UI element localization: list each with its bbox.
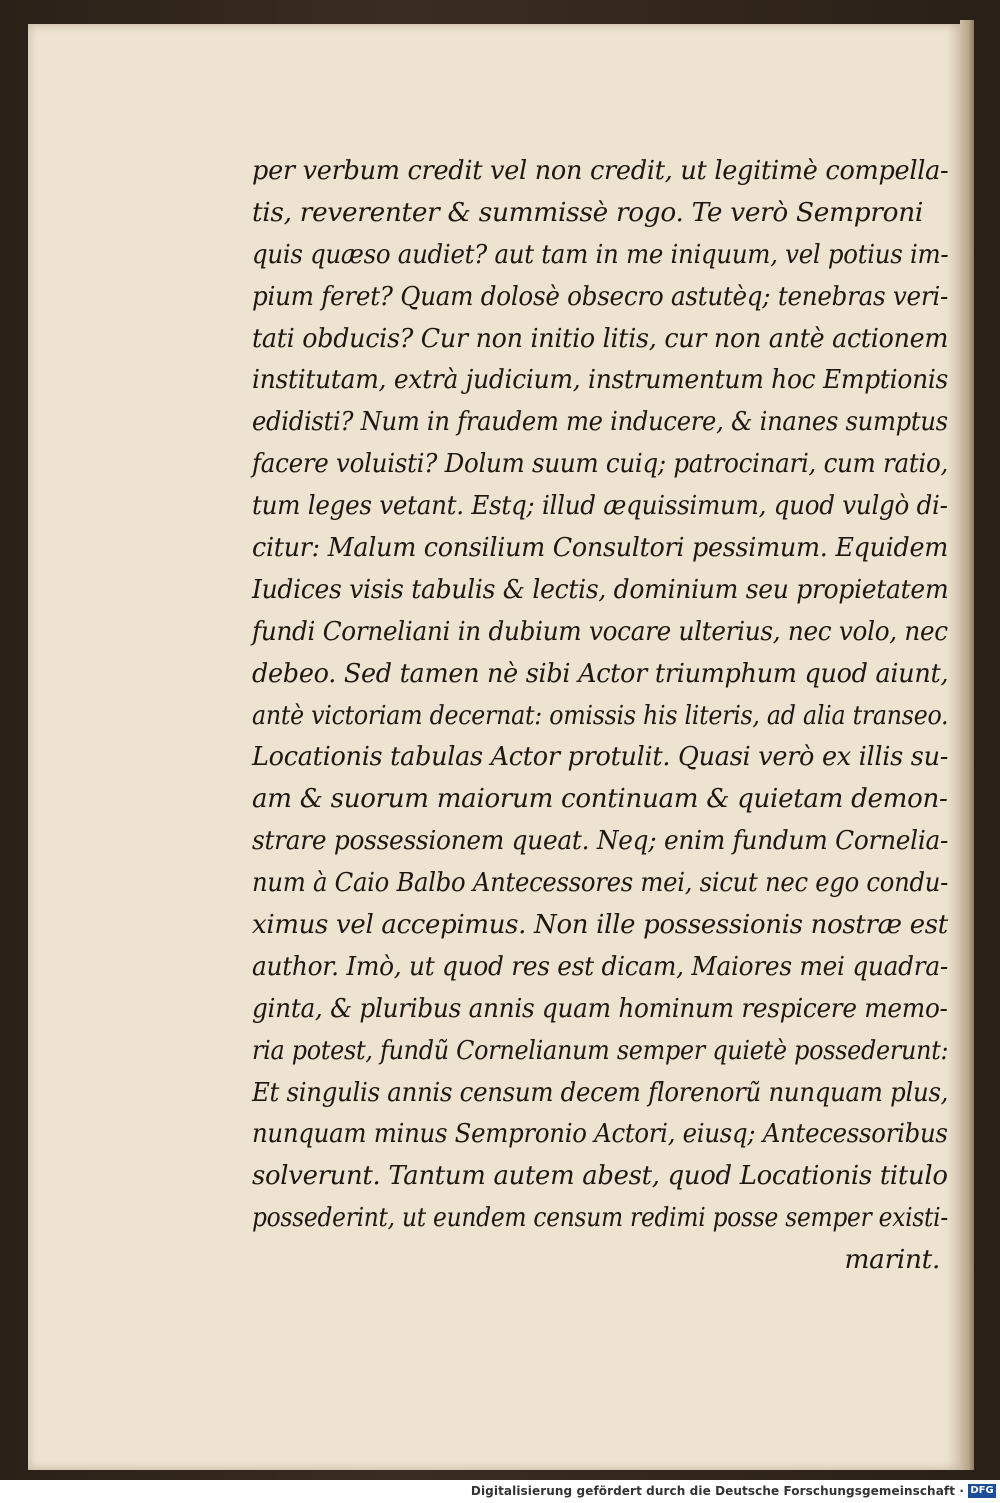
text-line: ria potest, fundũ Cornelianum semper quietè possederunt: [252, 1034, 949, 1066]
text-line: ginta, & pluribus annis quam hominum respicere memo- [252, 992, 948, 1024]
text-line: ximus vel accepimus. Non ille possessionis nostræ est [252, 909, 948, 941]
text-line: pium feret? Quam dolosè obsecro astutèq; tenebras veri- [252, 280, 948, 312]
digitization-footer [0, 1480, 1000, 1503]
page-edge [960, 20, 974, 1470]
text-line: citur: Malum consilium Consultori pessimum. Equidem [252, 532, 949, 564]
dfg-logo-icon: DFG [968, 1484, 996, 1498]
text-line: debeo. Sed tamen nè sibi Actor triumphum quod aiunt, [252, 657, 949, 689]
text-line: fundi Corneliani in dubium vocare ulterius, nec volo, nec [252, 615, 948, 647]
text-line: per verbum credit vel non credit, ut legitimè compella- [252, 155, 949, 186]
text-line: tum leges vetant. Estq; illud æquissimum, quod vulgò di- [252, 490, 948, 522]
funding-credit: Digitalisierung gefördert durch die Deutsche Forschungsgemeinschaft · [470, 1484, 964, 1498]
text-line: nunquam minus Sempronio Actori, eiusq; Antecessoribus [252, 1118, 948, 1150]
page-text-block [252, 150, 952, 1281]
text-line: quis quæso audiet? aut tam in me iniquum, vel potius im- [252, 238, 949, 270]
text-line: author. Imò, ut quod res est dicam, Maiores mei quadra- [252, 950, 948, 982]
text-line: solverunt. Tantum autem abest, quod Locationis titulo [252, 1160, 948, 1192]
text-line: Et singulis annis censum decem florenorũ nunquam plus, [252, 1076, 949, 1108]
text-line: Locationis tabulas Actor protulit. Quasi verò ex illis su- [252, 741, 949, 773]
text-line: antè victoriam decernat: omissis his literis, ad alia transeo. [252, 699, 949, 731]
text-line: possederint, ut eundem censum redimi posse semper existi- [252, 1202, 948, 1234]
text-line: tis, reverenter & summissè rogo. Te verò Semproni [252, 196, 924, 228]
text-line: facere voluisti? Dolum suum cuiq; patrocinari, cum ratio, [252, 448, 949, 480]
text-line: num à Caio Balbo Antecessores mei, sicut nec ego condu- [252, 867, 949, 899]
catchword-line: marint. [844, 1244, 941, 1276]
text-line: institutam, extrà judicium, instrumentum hoc Emptionis [252, 364, 949, 396]
text-line: am & suorum maiorum continuam & quietam demon- [252, 783, 948, 815]
text-line: tati obducis? Cur non initio litis, cur non antè actionem [252, 322, 949, 354]
text-line: strare possessionem queat. Neq; enim fundum Cornelia- [252, 825, 949, 857]
text-line: edidisti? Num in fraudem me inducere, & inanes sumptus [252, 406, 948, 438]
text-line: Iudices visis tabulis & lectis, dominium seu propietatem [252, 573, 949, 605]
